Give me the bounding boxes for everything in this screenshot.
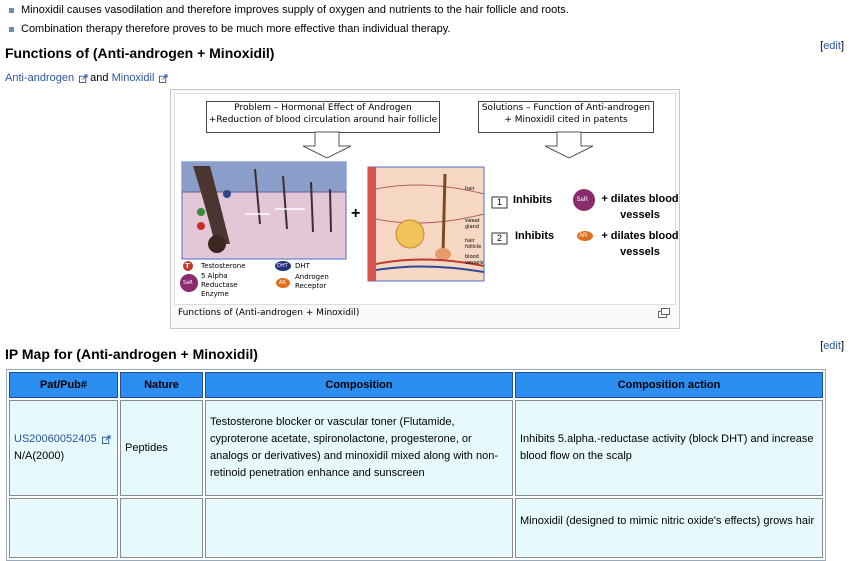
legend-ar: Androgen Receptor: [295, 273, 329, 290]
down-arrow-icon: [545, 132, 593, 158]
table-header-row: [9, 372, 823, 398]
list-item: Minoxidil causes vasodilation and therefore improves supply of oxygen and nutrients to the hair follicle and roots.: [8, 3, 569, 22]
cell-action: Inhibits 5.alpha.-reductase activity (block DHT) and increase blood flow on the scalp: [515, 400, 823, 496]
column-header: Composition action: [515, 372, 823, 398]
related-links: Anti-androgen and Minoxidil: [5, 72, 170, 84]
link-minoxidil[interactable]: Minoxidil: [111, 72, 155, 84]
cell-pat: [9, 498, 118, 558]
edit-link[interactable]: edit: [823, 40, 841, 52]
edit-link-functions: [edit]: [820, 40, 844, 52]
problem-box: Problem – Hormonal Effect of Androgen +Reduction of blood circulation around hair follicle: [206, 101, 440, 133]
table-row: [9, 400, 823, 496]
cell-composition: [205, 498, 513, 558]
column-header: Composition: [205, 372, 513, 398]
figure-image[interactable]: Problem – Hormonal Effect of Androgen +Reduction of blood circulation around hair follicle Solutions – Function of Anti-androgen + Minoxidil cited in patents T Testosterone DHT DHT 5aR 5 Alpha Reductase Enzyme AR Androgen Receptor + hair sweat gland hair follicle blood vessels 1 Inhibits 5aR + dilates blood vessels 2 Inhibits AR + dilates blood vessels: [174, 93, 676, 305]
cell-composition: Testosterone blocker or vascular toner (Flutamide, cyproterone acetate, spironolactone, progesterone, or analogs or derivatives) and minoxidil mixed along with non-retinoid penetration enhance and sunscreen: [205, 400, 513, 496]
legend-dht: DHT: [295, 262, 310, 270]
patent-link[interactable]: US20060052405: [14, 433, 97, 445]
cell-nature: Peptides: [120, 400, 203, 496]
row2-result: + dilates blood vessels: [601, 230, 679, 258]
down-arrow-icon: [303, 132, 351, 158]
legend-5ar: 5 Alpha Reductase Enzyme: [201, 272, 238, 298]
column-header: Pat/Pub#: [9, 372, 118, 398]
external-link-icon: [79, 74, 88, 83]
cell-pat: US20060052405 N/A(2000): [9, 400, 118, 496]
row2-inhibits: Inhibits: [515, 230, 555, 242]
external-link-icon: [159, 74, 168, 83]
figure-thumbnail: [170, 89, 680, 329]
edit-link-ip-map: [edit]: [820, 340, 844, 352]
section-heading-functions: Functions of (Anti-androgen + Minoxidil): [5, 45, 275, 61]
row1-inhibits: Inhibits: [513, 194, 553, 206]
ip-map-table: [6, 369, 826, 561]
solution-box: Solutions – Function of Anti-androgen + Minoxidil cited in patents: [478, 101, 654, 133]
list-item: Combination therapy therefore proves to be much more effective than individual therapy.: [8, 22, 569, 41]
cell-action: Minoxidil (designed to mimic nitric oxide's effects) grows hair: [515, 498, 823, 558]
bullet-list: [8, 3, 569, 41]
column-header: Nature: [120, 372, 203, 398]
legend-testosterone: Testosterone: [201, 262, 246, 270]
enlarge-icon[interactable]: [658, 308, 670, 318]
table-row: [9, 498, 823, 558]
section-heading-ip-map: IP Map for (Anti-androgen + Minoxidil): [5, 346, 258, 362]
cell-nature: [120, 498, 203, 558]
plus-sign: +: [351, 205, 361, 222]
edit-link[interactable]: edit: [823, 340, 841, 352]
scalp-illustration: [182, 162, 346, 259]
row1-result: + dilates blood vessels: [601, 193, 679, 221]
figure-caption: Functions of (Anti-androgen + Minoxidil): [178, 308, 360, 318]
link-anti-androgen[interactable]: Anti-androgen: [5, 72, 75, 84]
external-link-icon: [102, 435, 111, 444]
